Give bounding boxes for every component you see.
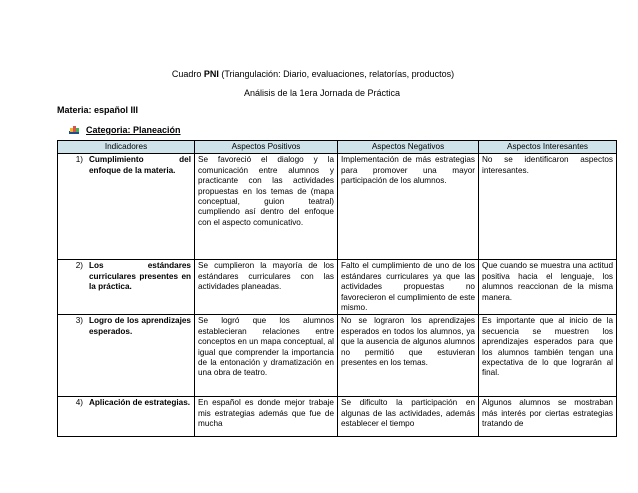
row-number: 1) bbox=[75, 155, 83, 165]
document-title bbox=[0, 69, 632, 80]
indicador-text: Los estándares curriculares presentes en la práctica. bbox=[89, 261, 191, 292]
indicador-cell bbox=[58, 260, 195, 315]
positivos-cell: Se logró que los alumnos establecieran relaciones entre conceptos en un mapa conceptual, al igual que comprender la importancia de la entonación y dramatización en una obra de teatro. bbox=[195, 315, 338, 397]
column-header: Indicadores bbox=[58, 141, 195, 154]
interesantes-cell: Es importante que al inicio de la secuencia se muestren los aprendizajes esperados para que los alumnos también tengan una expectativa de lo que lograrán al final. bbox=[479, 315, 617, 397]
bullet-icon bbox=[68, 124, 80, 136]
indicador-text: Aplicación de estrategias. bbox=[89, 398, 191, 408]
column-header: Aspectos Negativos bbox=[338, 141, 479, 154]
title-prefix: Cuadro bbox=[171, 69, 204, 79]
positivos-cell: Se favoreció el dialogo y la comunicación entre alumnos y practicante con las actividades propuestas en los temas de (mapa conceptual, guion teatral) cumpliendo así dentro del enfoque con el aspecto comunicativo. bbox=[195, 154, 338, 260]
document-subtitle: Análisis de la 1era Jornada de Práctica bbox=[243, 88, 401, 98]
table-row bbox=[58, 315, 617, 397]
indicador-cell bbox=[58, 315, 195, 397]
negativos-cell: No se lograron los aprendizajes esperados en todos los alumnos, ya que la ausencia de algunos alumnos no permitió que estuvieran presentes en los temas. bbox=[338, 315, 479, 397]
title-suffix: (Triangulación: Diario, evaluaciones, relatorías, productos) bbox=[218, 69, 455, 79]
categoria-label: Categoria: Planeación bbox=[86, 125, 181, 135]
indicador-cell bbox=[58, 397, 195, 437]
negativos-cell: Se dificulto la participación en algunas de las actividades, además establecer el tiempo bbox=[338, 397, 479, 437]
table-row bbox=[58, 154, 617, 260]
analysis-table bbox=[57, 140, 617, 437]
interesantes-cell: Algunos alumnos se mostraban más interés por ciertas estrategias tratando de bbox=[479, 397, 617, 437]
table-row bbox=[58, 260, 617, 315]
column-header: Aspectos Positivos bbox=[195, 141, 338, 154]
indicador-text: Logro de los aprendizajes esperados. bbox=[89, 316, 191, 336]
table-row bbox=[58, 397, 617, 437]
row-number: 3) bbox=[75, 316, 83, 326]
row-number: 2) bbox=[75, 261, 83, 271]
negativos-cell: Implementación de más estrategias para promover una mayor participación de los alumnos. bbox=[338, 154, 479, 260]
title-bold: PNI bbox=[203, 69, 219, 79]
categoria-row bbox=[68, 124, 181, 136]
indicador-cell bbox=[58, 154, 195, 260]
positivos-cell: Se cumplieron la mayoría de los estándares curriculares con las actividades planeadas. bbox=[195, 260, 338, 315]
row-number: 4) bbox=[75, 398, 83, 408]
interesantes-cell: Que cuando se muestra una actitud positiva hacia el lenguaje, los alumnos reaccionan de la misma manera. bbox=[479, 260, 617, 315]
materia-label: Materia: español III bbox=[57, 105, 139, 115]
negativos-cell: Falto el cumplimiento de uno de los estándares curriculares ya que las actividades propuestas no favorecieron el cumplimiento de este mismo. bbox=[338, 260, 479, 315]
column-header: Aspectos Interesantes bbox=[479, 141, 617, 154]
positivos-cell: En español es donde mejor trabaje mis estrategias además que fue de mucha bbox=[195, 397, 338, 437]
table-header-row bbox=[58, 141, 617, 154]
interesantes-cell: No se identificaron aspectos interesantes. bbox=[479, 154, 617, 260]
indicador-text: Cumplimiento del enfoque de la materia. bbox=[89, 155, 191, 175]
